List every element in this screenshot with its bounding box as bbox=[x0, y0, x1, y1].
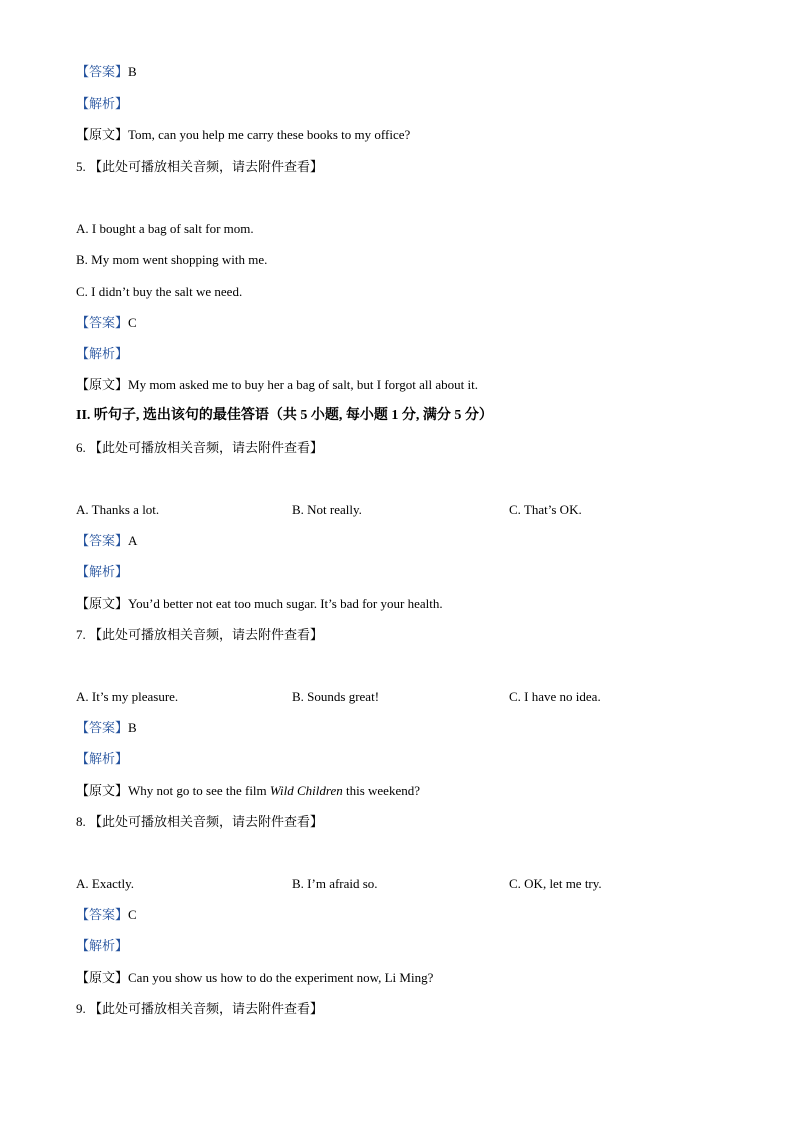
analysis-tag: 【解析】 bbox=[76, 564, 129, 579]
audio-placeholder: 【此处可播放相关音频，请去附件查看】 bbox=[89, 627, 324, 642]
answer-line bbox=[76, 315, 137, 331]
original-text: My mom asked me to buy her a bag of salt, but I forgot all about it. bbox=[128, 377, 478, 392]
option-c: C. I have no idea. bbox=[509, 689, 601, 704]
audio-placeholder: 【此处可播放相关音频，请去附件查看】 bbox=[89, 159, 324, 174]
answer-tag: 【答案】 bbox=[76, 315, 129, 330]
answer-tag: 【答案】 bbox=[76, 533, 129, 548]
original-text-post: this weekend? bbox=[342, 783, 420, 798]
analysis-line bbox=[76, 96, 128, 112]
answer-value: C bbox=[128, 907, 137, 922]
answer-tag: 【答案】 bbox=[76, 64, 129, 79]
question-8-header bbox=[76, 814, 323, 830]
answer-line bbox=[76, 907, 137, 923]
answer-tag: 【答案】 bbox=[76, 907, 129, 922]
option-c: C. OK, let me try. bbox=[509, 876, 602, 891]
analysis-line bbox=[76, 564, 128, 580]
question-number: 5. bbox=[76, 159, 86, 174]
option-a: A. It’s my pleasure. bbox=[76, 689, 179, 704]
original-text: You’d better not eat too much sugar. It’s bad for your health. bbox=[128, 596, 443, 611]
question-5-header bbox=[76, 159, 323, 175]
answer-line bbox=[76, 720, 137, 736]
option-a: A. Thanks a lot. bbox=[76, 502, 160, 517]
analysis-line bbox=[76, 938, 128, 954]
original-tag: 【原文】 bbox=[76, 783, 129, 798]
answer-value: B bbox=[128, 64, 137, 79]
question-number: 6. bbox=[76, 440, 86, 455]
original-text-line bbox=[76, 783, 420, 799]
film-title: Wild Children bbox=[269, 783, 343, 798]
original-text: Can you show us how to do the experiment now, Li Ming? bbox=[128, 970, 434, 985]
original-tag: 【原文】 bbox=[76, 377, 129, 392]
question-7-header bbox=[76, 627, 323, 643]
option-b: B. Not really. bbox=[292, 502, 362, 517]
audio-placeholder: 【此处可播放相关音频，请去附件查看】 bbox=[89, 440, 324, 455]
audio-placeholder: 【此处可播放相关音频，请去附件查看】 bbox=[89, 814, 324, 829]
question-9-header bbox=[76, 1001, 323, 1017]
answer-value: A bbox=[128, 533, 138, 548]
analysis-tag: 【解析】 bbox=[76, 96, 129, 111]
answer-value: B bbox=[128, 720, 137, 735]
option-a: A. I bought a bag of salt for mom. bbox=[76, 221, 254, 236]
question-number: 8. bbox=[76, 814, 86, 829]
option-b: B. My mom went shopping with me. bbox=[76, 252, 268, 267]
original-text: Tom, can you help me carry these books to my office? bbox=[128, 127, 411, 142]
option-c: C. That’s OK. bbox=[509, 502, 582, 517]
analysis-line bbox=[76, 751, 128, 767]
original-text-line bbox=[76, 970, 433, 986]
question-number: 7. bbox=[76, 627, 86, 642]
original-text-line bbox=[76, 127, 410, 143]
option-b: B. I’m afraid so. bbox=[292, 876, 378, 891]
option-a: A. Exactly. bbox=[76, 876, 134, 891]
analysis-tag: 【解析】 bbox=[76, 938, 129, 953]
analysis-tag: 【解析】 bbox=[76, 346, 129, 361]
original-text-line bbox=[76, 596, 443, 612]
original-tag: 【原文】 bbox=[76, 596, 129, 611]
option-b: B. Sounds great! bbox=[292, 689, 380, 704]
question-6-header bbox=[76, 440, 323, 456]
answer-line bbox=[76, 64, 137, 80]
answer-value: C bbox=[128, 315, 137, 330]
option-c: C. I didn’t buy the salt we need. bbox=[76, 284, 243, 299]
answer-tag: 【答案】 bbox=[76, 720, 129, 735]
original-tag: 【原文】 bbox=[76, 127, 129, 142]
audio-placeholder: 【此处可播放相关音频，请去附件查看】 bbox=[89, 1001, 324, 1016]
original-tag: 【原文】 bbox=[76, 970, 129, 985]
section-heading: II. 听句子, 选出该句的最佳答语（共 5 小题, 每小题 1 分, 满分 5 分） bbox=[76, 408, 493, 423]
original-text-line bbox=[76, 377, 478, 393]
question-number: 9. bbox=[76, 1001, 86, 1016]
analysis-line bbox=[76, 346, 128, 362]
analysis-tag: 【解析】 bbox=[76, 751, 129, 766]
answer-line bbox=[76, 533, 137, 549]
original-text-pre: Why not go to see the film bbox=[128, 783, 270, 798]
